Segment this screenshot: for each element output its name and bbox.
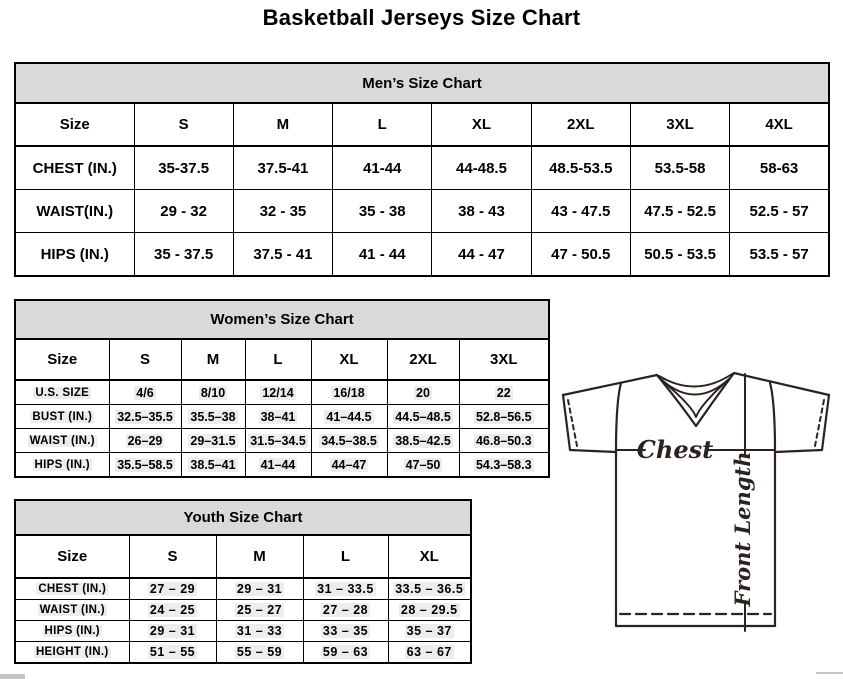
cell-value: 46.8–50.3	[475, 433, 532, 448]
table-cell	[303, 578, 388, 600]
table-header-row	[15, 535, 471, 578]
row-label	[15, 429, 109, 453]
row-label	[15, 405, 109, 429]
cell-value: 31.5–34.5	[250, 433, 306, 448]
cell-value: 55 – 59	[236, 645, 283, 659]
column-header: M	[216, 535, 303, 578]
table-cell	[311, 453, 387, 478]
chest-label: Chest	[636, 435, 714, 464]
column-header: M	[233, 103, 332, 146]
table-caption-row	[15, 300, 549, 339]
cell-value: 34.5–38.5	[321, 433, 377, 448]
table-cell	[311, 405, 387, 429]
row-label	[15, 380, 109, 405]
mens-table-title: Men’s Size Chart	[15, 63, 829, 103]
table-row	[15, 233, 829, 277]
table-row	[15, 405, 549, 429]
cell-value: 52.8–56.5	[475, 409, 532, 424]
cell-value: 35 – 37	[406, 624, 452, 638]
table-cell: 35 - 37.5	[134, 233, 233, 277]
column-header: S	[134, 103, 233, 146]
table-cell: 58-63	[730, 146, 829, 190]
cell-value: HIPS (IN.)	[34, 458, 90, 471]
column-header: 2XL	[387, 339, 459, 380]
cell-value: WAIST (IN.)	[39, 604, 105, 616]
cell-value: HIPS (IN.)	[44, 625, 100, 637]
table-cell: 41 - 44	[333, 233, 432, 277]
table-row	[15, 578, 471, 600]
cell-value: U.S. SIZE	[35, 386, 90, 399]
table-cell	[459, 405, 549, 429]
table-cell	[109, 380, 181, 405]
collar-band	[659, 374, 732, 417]
cell-value: 44–47	[331, 457, 367, 472]
cell-value: 54.3–58.3	[475, 457, 532, 472]
column-header: Size	[15, 103, 134, 146]
table-cell	[388, 642, 471, 664]
table-cell	[245, 429, 311, 453]
column-header: Size	[15, 339, 109, 380]
table-cell: 53.5-58	[630, 146, 729, 190]
table-cell: 37.5-41	[233, 146, 332, 190]
table-cell	[109, 405, 181, 429]
cell-value: 51 – 55	[149, 645, 196, 659]
youth-size-table	[14, 499, 472, 664]
table-cell	[216, 578, 303, 600]
column-header: XL	[311, 339, 387, 380]
column-header: XL	[432, 103, 531, 146]
cell-value: 38.5–42.5	[395, 433, 451, 448]
cell-value: 29 – 31	[236, 582, 283, 596]
column-header: XL	[388, 535, 471, 578]
table-cell: 35 - 38	[333, 190, 432, 233]
table-caption-row	[15, 63, 829, 103]
table-cell	[181, 453, 245, 478]
column-header: L	[303, 535, 388, 578]
cell-value: 44.5–48.5	[395, 409, 451, 424]
horizontal-scrollbar-fragment-right[interactable]	[816, 672, 843, 674]
cell-value: 24 – 25	[149, 603, 196, 617]
table-cell: 35-37.5	[134, 146, 233, 190]
cell-value: 38.5–41	[190, 457, 236, 472]
table-cell: 29 - 32	[134, 190, 233, 233]
table-cell	[459, 429, 549, 453]
column-header: 2XL	[531, 103, 630, 146]
table-cell: 37.5 - 41	[233, 233, 332, 277]
row-label: HIPS (IN.)	[15, 233, 134, 277]
cell-value: 41–44.5	[326, 409, 372, 424]
table-caption-row	[15, 500, 471, 535]
cell-value: 20	[416, 385, 430, 400]
jersey-measurement-diagram	[553, 360, 841, 638]
table-header-row	[15, 103, 829, 146]
row-label	[15, 621, 129, 642]
youth-table-title: Youth Size Chart	[15, 500, 471, 535]
cell-value: 4/6	[136, 385, 154, 400]
cell-value: 38–41	[260, 409, 296, 424]
womens-table-title: Women’s Size Chart	[15, 300, 549, 339]
table-cell: 44-48.5	[432, 146, 531, 190]
table-cell	[387, 429, 459, 453]
table-cell: 47.5 - 52.5	[630, 190, 729, 233]
table-cell: 53.5 - 57	[730, 233, 829, 277]
cell-value: 59 – 63	[322, 645, 369, 659]
column-header: L	[333, 103, 432, 146]
row-label	[15, 453, 109, 478]
table-cell	[387, 453, 459, 478]
table-cell	[109, 453, 181, 478]
cell-value: 12/14	[262, 385, 294, 400]
table-cell	[216, 642, 303, 664]
table-cell: 48.5-53.5	[531, 146, 630, 190]
cell-value: 29 – 31	[149, 624, 196, 638]
row-label: WAIST(IN.)	[15, 190, 134, 233]
column-header: S	[129, 535, 216, 578]
table-cell	[459, 453, 549, 478]
cell-value: 35.5–58.5	[117, 457, 173, 472]
womens-size-table	[14, 299, 550, 478]
jersey-outline	[563, 373, 829, 631]
horizontal-scrollbar-fragment-left[interactable]	[0, 674, 25, 679]
cell-value: 35.5–38	[190, 409, 236, 424]
cell-value: 28 – 29.5	[400, 603, 458, 617]
cell-value: 31 – 33.5	[317, 582, 374, 596]
cell-value: 41–44	[260, 457, 296, 472]
table-row	[15, 380, 549, 405]
table-cell	[388, 621, 471, 642]
cell-value: 22	[496, 385, 511, 400]
table-cell	[129, 621, 216, 642]
cell-value: 26–29	[127, 433, 163, 448]
table-cell: 41-44	[333, 146, 432, 190]
cell-value: 27 – 29	[149, 582, 196, 596]
cell-value: 33.5 – 36.5	[395, 582, 464, 596]
table-cell	[109, 429, 181, 453]
table-cell	[311, 429, 387, 453]
table-cell: 38 - 43	[432, 190, 531, 233]
cell-value: 8/10	[200, 385, 226, 400]
cell-value: HEIGHT (IN.)	[35, 646, 109, 658]
table-cell	[216, 621, 303, 642]
table-row	[15, 600, 471, 621]
table-cell	[181, 405, 245, 429]
page-title: Basketball Jerseys Size Chart	[262, 5, 581, 30]
cell-value: 32.5–35.5	[117, 409, 173, 424]
cell-value: 25 – 27	[236, 603, 283, 617]
front-length-label: Front Length	[730, 451, 755, 607]
table-cell	[181, 429, 245, 453]
column-header: 3XL	[630, 103, 729, 146]
table-cell: 32 - 35	[233, 190, 332, 233]
table-cell	[387, 380, 459, 405]
row-label	[15, 578, 129, 600]
table-cell: 50.5 - 53.5	[630, 233, 729, 277]
table-cell	[388, 578, 471, 600]
table-cell	[216, 600, 303, 621]
table-row	[15, 190, 829, 233]
cell-value: WAIST (IN.)	[29, 434, 95, 447]
row-label	[15, 642, 129, 664]
table-cell: 52.5 - 57	[730, 190, 829, 233]
cell-value: BUST (IN.)	[32, 410, 93, 423]
table-cell	[388, 600, 471, 621]
table-cell	[245, 380, 311, 405]
column-header: L	[245, 339, 311, 380]
table-row	[15, 642, 471, 664]
column-header: 3XL	[459, 339, 549, 380]
table-cell	[181, 380, 245, 405]
cell-value: 33 – 35	[322, 624, 369, 638]
table-cell	[129, 642, 216, 664]
table-row	[15, 146, 829, 190]
cell-value: 63 – 67	[406, 645, 452, 659]
mens-size-table	[14, 62, 830, 277]
jersey-diagram-svg	[553, 360, 841, 638]
column-header: 4XL	[730, 103, 829, 146]
table-row	[15, 621, 471, 642]
table-cell	[303, 642, 388, 664]
table-cell	[387, 405, 459, 429]
table-cell	[311, 380, 387, 405]
table-cell: 47 - 50.5	[531, 233, 630, 277]
table-row	[15, 453, 549, 478]
cell-value: 31 – 33	[236, 624, 283, 638]
table-cell: 43 - 47.5	[531, 190, 630, 233]
table-cell	[129, 578, 216, 600]
cell-value: 27 – 28	[322, 603, 369, 617]
cell-value: 29–31.5	[190, 433, 236, 448]
table-cell	[245, 405, 311, 429]
cell-value: CHEST (IN.)	[38, 583, 107, 595]
column-header: S	[109, 339, 181, 380]
row-label	[15, 600, 129, 621]
row-label: CHEST (IN.)	[15, 146, 134, 190]
column-header: Size	[15, 535, 129, 578]
table-cell	[303, 621, 388, 642]
table-cell	[303, 600, 388, 621]
table-cell: 44 - 47	[432, 233, 531, 277]
table-cell	[245, 453, 311, 478]
cell-value: 16/18	[333, 385, 365, 400]
cell-value: 47–50	[405, 457, 441, 472]
table-cell	[459, 380, 549, 405]
table-cell	[129, 600, 216, 621]
table-header-row	[15, 339, 549, 380]
column-header: M	[181, 339, 245, 380]
table-row	[15, 429, 549, 453]
